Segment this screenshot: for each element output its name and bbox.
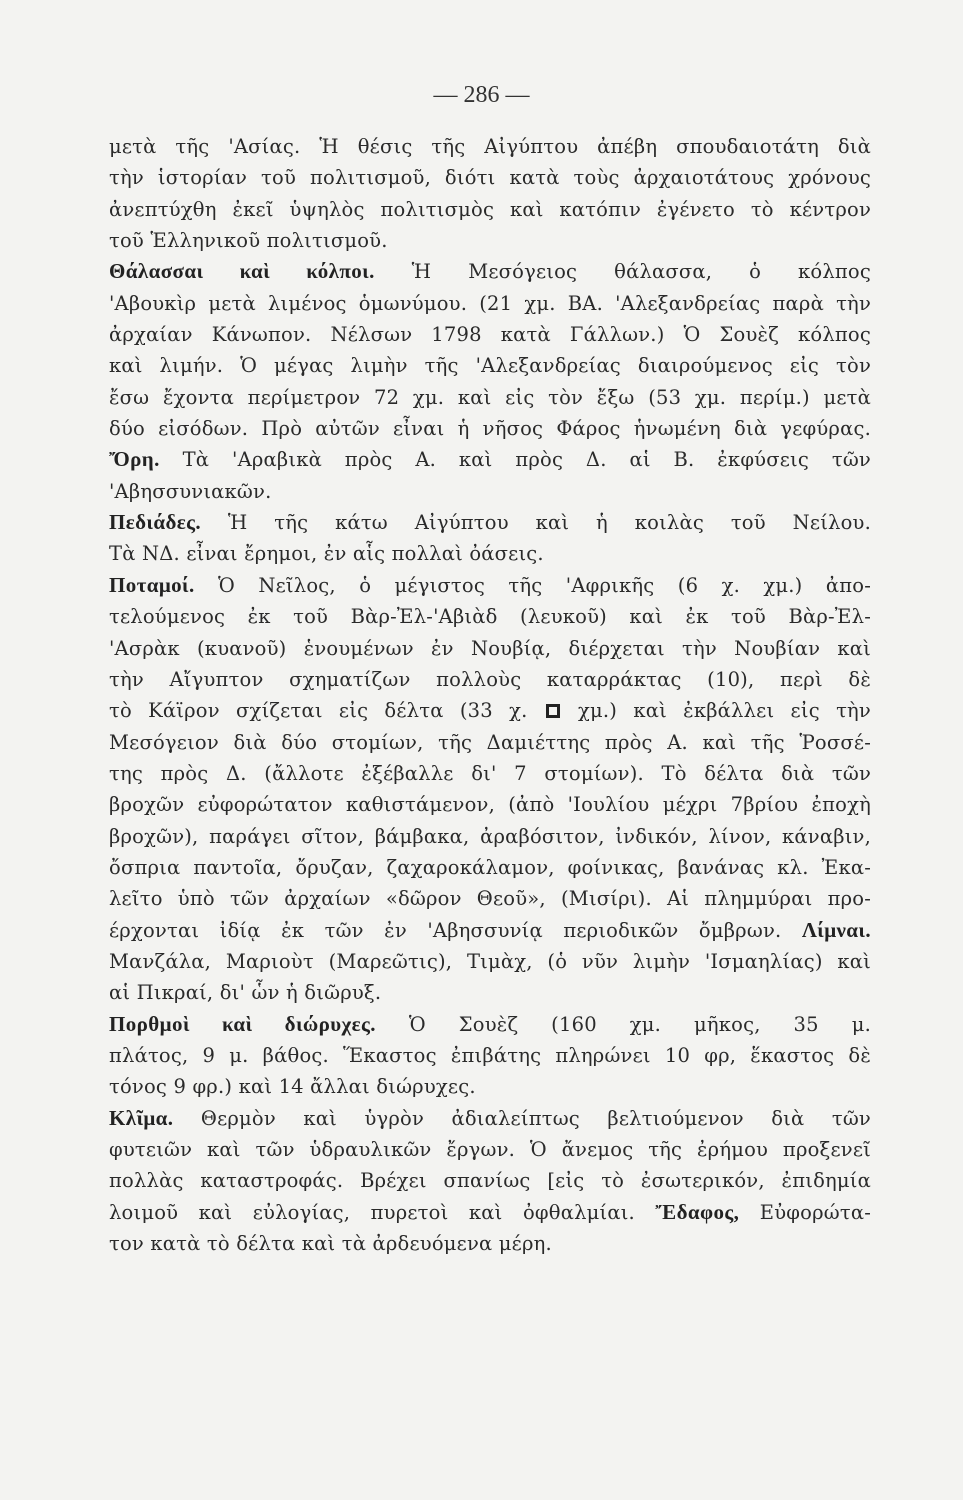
page-number: — 286 — [433,82,530,108]
text-line [109,727,871,758]
section-heading: Λίμναι. [801,917,871,942]
body-text: Ἡ τῆς κάτω Αἰγύπτου καὶ ἡ κοιλὰς τοῦ Νείλου. [201,511,871,535]
body-text: ἔσω ἔχοντα περίμετρον 72 χμ. καὶ εἰς τὸν ἔξω (53 χμ. περίμ.) μετὰ [109,385,871,409]
text-line [109,695,871,726]
body-text: ἀνεπτύχθη ἐκεῖ ὑψηλὸς πολιτισμὸς καὶ κατόπιν ἐγένετο τὸ κέντρον [109,197,871,221]
text-line [109,444,871,475]
body-text: Θερμὸν καὶ ὑγρὸν ἀδιαλείπτως βελτιούμενον διὰ τῶν [173,1106,871,1130]
body-text: τὸ Κάϊρον σχίζεται εἰς δέλτα (33 χ. [109,699,544,723]
body-text: βροχῶν), παράγει σῖτον, βάμβακα, ἀραβόσιτον, ἰνδικόν, λίνον, κάναβιν, [109,824,871,848]
body-text: μετὰ τῆς 'Ασίας. Ἡ θέσις τῆς Αἰγύπτου ἀπέβη σπουδαιοτάτη διὰ [109,135,871,158]
text-line [109,633,871,664]
section-heading: Θάλασσαι καὶ κόλποι. [109,259,375,284]
section-heading: Πορθμοὶ καὶ διώρυχες. [109,1011,376,1036]
body-text: φυτειῶν καὶ τῶν ὑδραυλικῶν ἔργων. Ὁ ἄνεμος τῆς ἐρήμου προξενεῖ [109,1138,871,1161]
body-text: ἀρχαίαν Κάνωπον. Νέλσων 1798 κατὰ Γάλλων.) Ὁ Σουὲζ κόλπος [109,323,871,347]
text-line [109,883,871,914]
body-text: Τὰ 'Αραβικὰ πρὸς Α. καὶ πρὸς Δ. αἱ Β. ἐκφύσεις τῶν [159,448,871,472]
text-line [109,382,871,413]
text-line [109,601,871,632]
text-line [109,194,871,225]
text-line [109,977,871,1008]
body-text: Μανζάλα, Μαριοὺτ (Μαρεῶτις), Τιμὰχ, (ὁ νῦν λιμὴν 'Ισμαηλίας) καὶ [109,949,871,973]
text-line [109,1165,871,1196]
body-text: Εὐφορώτα- [739,1200,871,1224]
body-text: Ὁ Νεῖλος, ὁ μέγιστος τῆς 'Αφρικῆς (6 χ. χμ.) ἀπο- [194,573,871,597]
body-text: καὶ λιμήν. Ὁ μέγας λιμὴν τῆς 'Αλεξανδρείας διαιρούμενος εἰς τὸν [109,354,871,378]
text-line [109,1040,871,1071]
square-box-icon [546,704,560,718]
body-text: Ὁ Σουὲζ (160 χμ. μῆκος, 35 μ. [375,1012,871,1036]
body-text: έρχονται ἰδίᾳ ἐκ τῶν ἐν 'Αβησσυνίᾳ περιοδικῶν ὄμβρων. [109,918,802,942]
body-text: Ἡ Μεσόγειος θάλασσα, ὁ κόλπος [374,260,871,284]
body-text: ὄσπρια παντοῖα, ὄρυζαν, ζαχαροκάλαμον, φοίνικας, βανάνας κλ. Ἐκα- [109,855,871,879]
body-text: τόνος 9 φρ.) καὶ 14 ἄλλαι διώρυχες. [109,1075,476,1099]
text-line [109,758,871,789]
text-line [109,1009,871,1040]
body-text: αἱ Πικραί, δι' ὧν ἡ διῶρυξ. [109,981,382,1005]
body-text: βροχῶν εὐφορώτατον καθιστάμενον, (ἀπὸ 'Ιουλίου μέχρι 7βρίου ἐποχὴ [109,793,871,817]
text-line [109,476,871,507]
text-line [109,131,871,162]
body-text: 'Αβουκὶρ μετὰ λιμένος ὁμωνύμου. (21 χμ. ΒΑ. 'Αλεξανδρείας παρὰ τὴν [109,291,871,315]
text-line [109,256,871,287]
body-text: 'Ασρὰκ (κυανοῦ) ἑνουμένων ἐν Νουβίᾳ, διέρχεται τὴν Νουβίαν καὶ [109,636,871,660]
text-line [109,1071,871,1102]
body-text: λοιμοῦ καὶ εὐλογίας, πυρετοὶ καὶ ὀφθαλμίαι. [109,1200,656,1224]
body-text: της πρὸς Δ. (ἄλλοτε ἐξέβαλλε δι' 7 στομίων). Τὸ δέλτα διὰ τῶν [109,761,871,785]
text-line [109,1228,871,1259]
text-line [109,789,871,820]
text-line [109,1197,871,1228]
text-line [109,162,871,193]
body-text: πολλὰς καταστροφάς. Βρέχει σπανίως [εἰς τὸ ἐσωτερικόν, ἐπιδημία [109,1169,871,1193]
text-line [109,1103,871,1134]
body-text: τὴν Αἴγυπτον σχηματίζων πολλοὺς καταρράκτας (10), περὶ δὲ [109,667,871,691]
body-text: Τὰ ΝΔ. εἶναι ἔρημοι, ἐν αἷς πολλαὶ ὀάσεις. [109,542,544,566]
section-heading: Ἔδαφος, [655,1199,740,1224]
text-line [109,821,871,852]
text-line [109,1134,871,1165]
section-heading: Κλῖμα. [109,1105,174,1130]
text-line [109,915,871,946]
text-line [109,570,871,601]
text-line [109,852,871,883]
text-line [109,538,871,569]
text-line [109,225,871,256]
section-heading: Ποταμοί. [109,572,195,597]
text-line [109,413,871,444]
section-heading: Ὄρη. [109,447,160,472]
body-text: χμ.) καὶ ἐκβάλλει εἰς τὴν [561,699,871,723]
body-text: τοῦ Ἑλληνικοῦ πολιτισμοῦ. [109,229,388,253]
text-line [109,507,871,538]
section-heading: Πεδιάδες. [109,510,202,535]
text-line [109,288,871,319]
body-text: τελούμενος ἐκ τοῦ Βὰρ-Ἐλ-'Αβιὰδ (λευκοῦ) καὶ ἐκ τοῦ Βὰρ-Ἐλ- [109,605,871,629]
text-block [109,131,871,1259]
text-line [109,319,871,350]
text-line [109,350,871,381]
body-text: πλάτος, 9 μ. βάθος. Ἕκαστος ἐπιβάτης πληρώνει 10 φρ, ἕκαστος δὲ [109,1043,871,1067]
body-text: τὴν ἱστορίαν τοῦ πολιτισμοῦ, διότι κατὰ τοὺς ἀρχαιοτάτους χρόνους [109,166,871,190]
body-text: Μεσόγειον διὰ δύο στομίων, τῆς Δαμιέττης πρὸς Α. καὶ τῆς Ῥοσσέ- [109,730,871,754]
body-text: 'Αβησσυνιακῶν. [109,479,272,503]
text-line [109,946,871,977]
text-line [109,664,871,695]
body-text: τον κατὰ τὸ δέλτα καὶ τὰ ἀρδευόμενα μέρη. [109,1232,552,1256]
body-text: δύο εἰσόδων. Πρὸ αὐτῶν εἶναι ἡ νῆσος Φάρος ἡνωμένη διὰ γεφύρας. [109,417,871,441]
body-text: λεῖτο ὑπὸ τῶν ἀρχαίων «δῶρον Θεοῦ», (Μισίρι). Αἱ πλημμύραι προ- [109,887,871,911]
